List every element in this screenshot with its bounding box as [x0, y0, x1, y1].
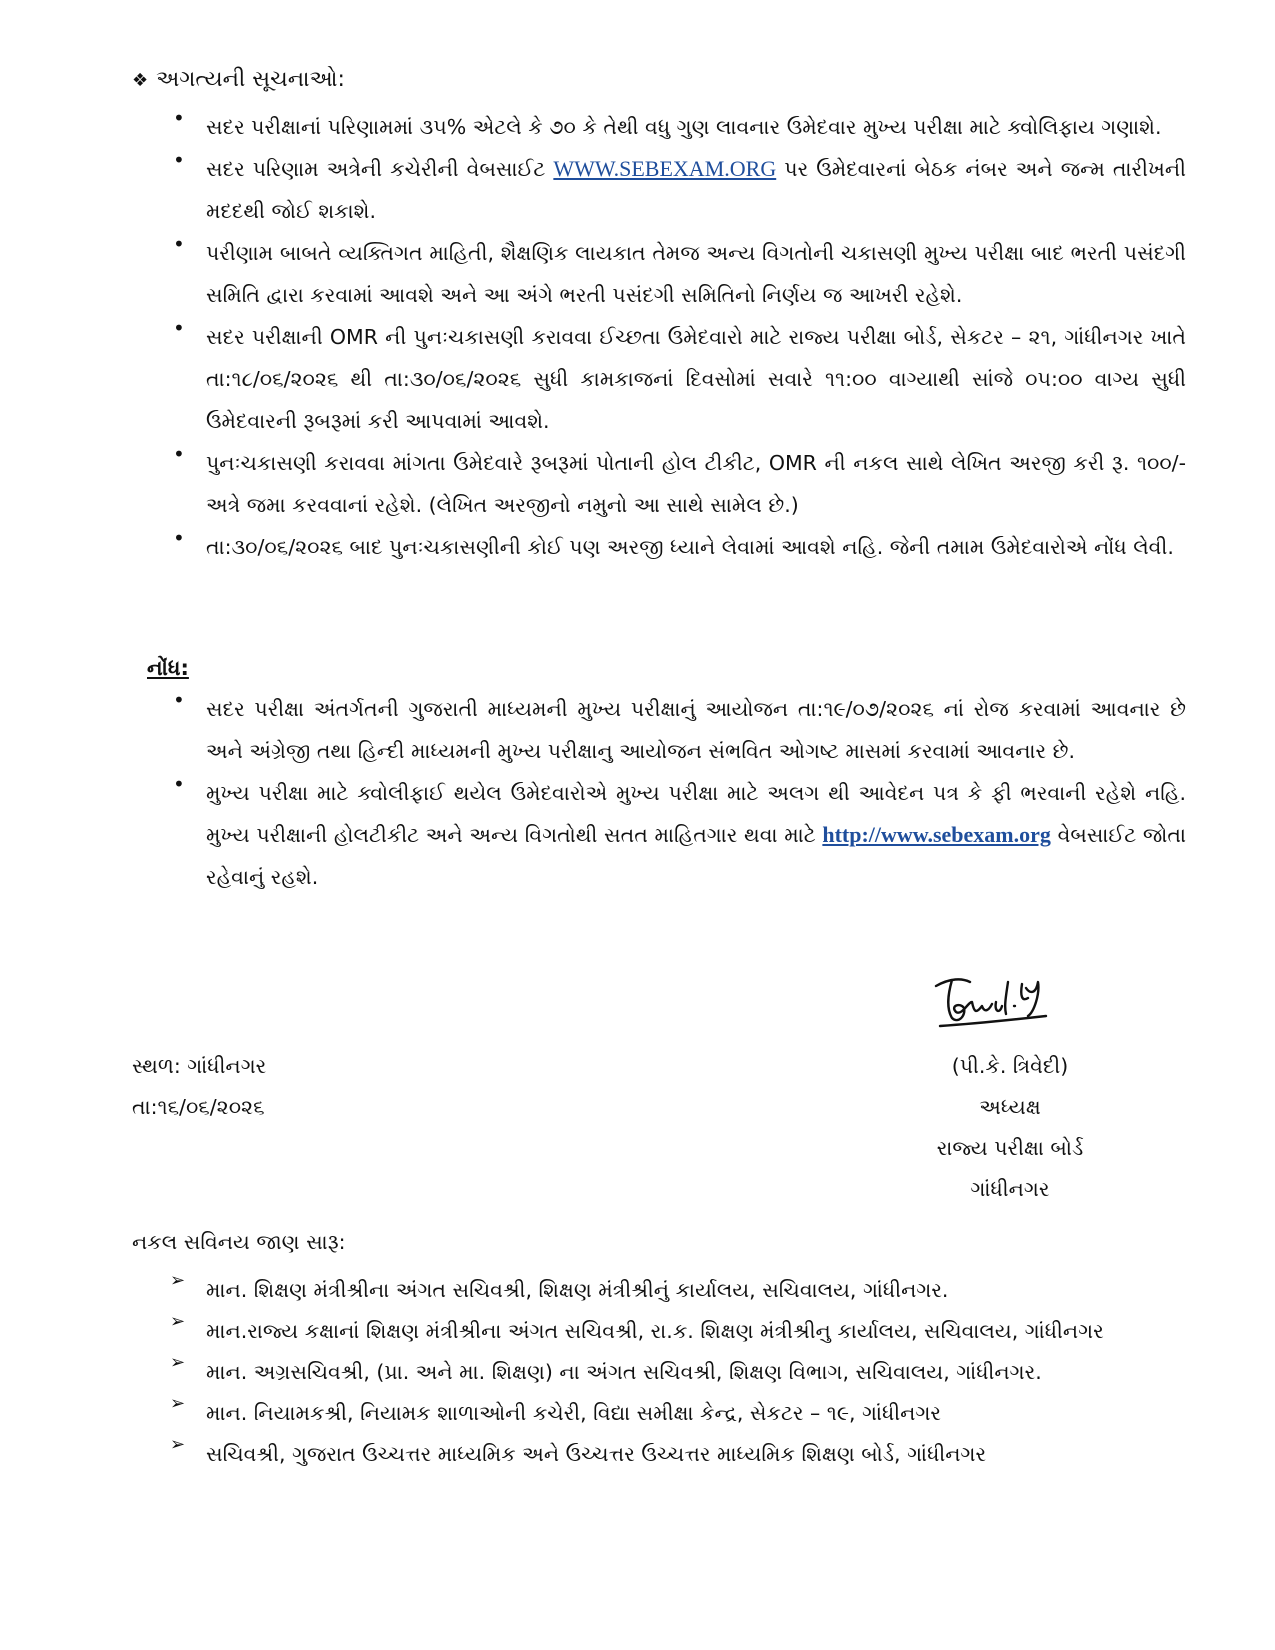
- note-text: [206, 772, 1186, 898]
- list-item: [170, 1311, 1186, 1352]
- instruction-text-part: સદર પરિણામ અત્રેની કચેરીની વેબસાઈટ: [206, 157, 554, 181]
- instructions-heading-text: અગત્યની સૂચનાઓ:: [156, 67, 345, 92]
- list-item: [170, 1434, 1186, 1475]
- signatory-office: રાજ્ય પરીક્ષા બોર્ડ: [936, 1136, 1084, 1160]
- bullet-icon: •: [173, 106, 185, 130]
- copy-to-text: માન. શિક્ષણ મંત્રીશ્રીના અંગત સચિવશ્રી, શિક્ષણ મંત્રીશ્રીનું કાર્યાલય, સચિવાલય, ગાંધીનગર.: [206, 1278, 949, 1302]
- note-title: નોંધ:: [147, 656, 189, 680]
- list-item: [173, 772, 1186, 898]
- list-item: [170, 1352, 1186, 1393]
- bullet-icon: •: [173, 442, 185, 466]
- instruction-text: સદર પરીક્ષાનાં પરિણામમાં ૩૫% એટલે કે ૭૦ કે તેથી વધુ ગુણ લાવનાર ઉમેદવાર મુખ્ય પરીક્ષા માટે ક્વોલિફાય ગણાશે.: [206, 115, 1162, 139]
- website-link[interactable]: WWW.SEBEXAM.ORG: [553, 156, 777, 181]
- list-item: [170, 1270, 1186, 1311]
- note-text: સદર પરીક્ષા અંતર્ગતની ગુજરાતી માધ્યમની મુખ્ય પરીક્ષાનું આયોજન તા:૧૯/૦૭/૨૦૨૬ નાં રોજ કરવામાં આવનાર છે અને અંગ્રેજી તથા હિન્દી માધ્યમની મુખ્ય પરીક્ષાનુ આયોજન સંભવિત ઓગષ્ટ માસમાં કરવામાં આવનાર છે.: [206, 697, 1186, 763]
- instructions-list: [173, 106, 1187, 568]
- instruction-text: [206, 148, 1186, 232]
- instruction-text: પરીણામ બાબતે વ્યક્તિગત માહિતી, શૈક્ષણિક લાયકાત તેમજ અન્ય વિગતોની ચકાસણી મુખ્ય પરીક્ષા બાદ ભરતી પસંદગી સમિતિ દ્વારા કરવામાં આવશે અને આ અંગે ભરતી પસંદગી સમિતિનો નિર્ણય જ આખરી રહેશે.: [206, 241, 1186, 307]
- notes-list: [173, 688, 1186, 898]
- copy-to-text: માન.રાજ્ય કક્ષાનાં શિક્ષણ મંત્રીશ્રીના અંગત સચિવશ્રી, રા.ક. શિક્ષણ મંત્રીશ્રીનુ કાર્યાલય, સચિવાલય, ગાંધીનગર: [206, 1319, 1104, 1343]
- signatory-block: [930, 1046, 1090, 1210]
- bullet-icon: •: [173, 232, 185, 256]
- copy-to-text: સચિવશ્રી, ગુજરાત ઉચ્ચત્તર માધ્યમિક અને ઉચ્ચત્તર ઉચ્ચત્તર માધ્યમિક શિક્ષણ બોર્ડ, ગાંધીનગર: [206, 1442, 987, 1466]
- arrow-bullet-icon: ➢: [170, 1311, 186, 1332]
- bullet-icon: •: [173, 148, 185, 172]
- note-text-part: મુખ્ય પરીક્ષા માટે ક્વોલીફાઈ થયેલ ઉમેદવારોએ મુખ્ય પરીક્ષા માટે અલગ થી આવેદન પત્ર કે ફી ભરવાની રહેશે નહિ. મુખ્ય પરીક્ષાની હોલટીકીટ અને અન્ય વિગતોથી સતત માહિતગાર થવા માટે: [206, 781, 1186, 847]
- date-text: તા:૧૬/૦૬/૨૦૨૬: [132, 1095, 265, 1119]
- signature-image: [930, 972, 1050, 1034]
- arrow-bullet-icon: ➢: [170, 1393, 186, 1414]
- list-item: [173, 106, 1186, 148]
- instruction-text: તા:૩૦/૦૬/૨૦૨૬ બાદ પુનઃચકાસણીની કોઈ પણ અરજી ધ્યાને લેવામાં આવશે નહિ. જેની તમામ ઉમેદવારોએ નોંધ લેવી.: [206, 535, 1174, 559]
- bullet-icon: •: [173, 526, 185, 550]
- instruction-text: સદર પરીક્ષાની OMR ની પુનઃચકાસણી કરાવવા ઈચ્છતા ઉમેદવારો માટે રાજ્ય પરીક્ષા બોર્ડ, સેકટર – ૨૧, ગાંધીનગર ખાતે તા:૧૮/૦૬/૨૦૨૬ થી તા:૩૦/૦૬/૨૦૨૬ સુધી કામકાજનાં દિવસોમાં સવારે ૧૧:૦૦ વાગ્યાથી સાંજે ૦૫:૦૦ વાગ્ય સુધી ઉમેદવારની રૂબરૂમાં કરી આપવામાં આવશે.: [206, 325, 1187, 433]
- list-item: [173, 316, 1187, 442]
- copy-to-text: માન. નિયામકશ્રી, નિયામક શાળાઓની કચેરી, વિદ્યા સમીક્ષા કેન્દ્ર, સેકટર – ૧૯, ગાંધીનગર: [206, 1401, 942, 1425]
- copy-to-text: માન. અગ્રસચિવશ્રી, (પ્રા. અને મા. શિક્ષણ) ના અંગત સચિવશ્રી, શિક્ષણ વિભાગ, સચિવાલય, ગાંધીનગર.: [206, 1360, 1042, 1384]
- list-item: [170, 1393, 1186, 1434]
- instruction-text: પુનઃચકાસણી કરાવવા માંગતા ઉમેદવારે રૂબરૂમાં પોતાની હોલ ટીકીટ, OMR ની નકલ સાથે લેખિત અરજી કરી રૂ. ૧૦૦/- અત્રે જમા કરવવાનાં રહેશે. (લેખિત અરજીનો નમુનો આ સાથે સામેલ છે.): [206, 451, 1186, 517]
- instruction-text-part: પર ઉમેદવારનાં બેઠક નંબર અને જન્મ તારીખની મદદથી જોઈ શકાશે.: [206, 157, 1186, 223]
- list-item: [173, 688, 1186, 772]
- website-link[interactable]: http://www.sebexam.org: [822, 822, 1051, 847]
- place-text: સ્થળ: ગાંધીનગર: [132, 1054, 267, 1078]
- arrow-bullet-icon: ➢: [170, 1352, 186, 1373]
- bullet-icon: •: [173, 316, 185, 340]
- signatory-city: ગાંધીનગર: [970, 1177, 1050, 1201]
- place-date-block: [132, 1046, 266, 1128]
- list-item: [173, 526, 1186, 568]
- copy-to-list: [170, 1270, 1186, 1475]
- signatory-designation: અધ્યક્ષ: [979, 1095, 1041, 1119]
- arrow-bullet-icon: ➢: [170, 1434, 186, 1455]
- arrow-bullet-icon: ➢: [170, 1270, 186, 1291]
- list-item: [173, 148, 1186, 232]
- instructions-heading: [132, 64, 345, 97]
- list-item: [173, 442, 1186, 526]
- bullet-icon: •: [173, 772, 185, 796]
- copy-to-title: નકલ સવિનય જાણ સારૂ:: [132, 1230, 346, 1254]
- list-item: [173, 232, 1186, 316]
- bullet-icon: •: [173, 688, 185, 712]
- signatory-name: (પી.કે. ત્રિવેદી): [951, 1054, 1069, 1078]
- diamond-bullet-icon: ❖: [132, 70, 149, 91]
- note-text-part: વેબસાઈટ જોતા રહેવાનું રહશે.: [206, 823, 1186, 889]
